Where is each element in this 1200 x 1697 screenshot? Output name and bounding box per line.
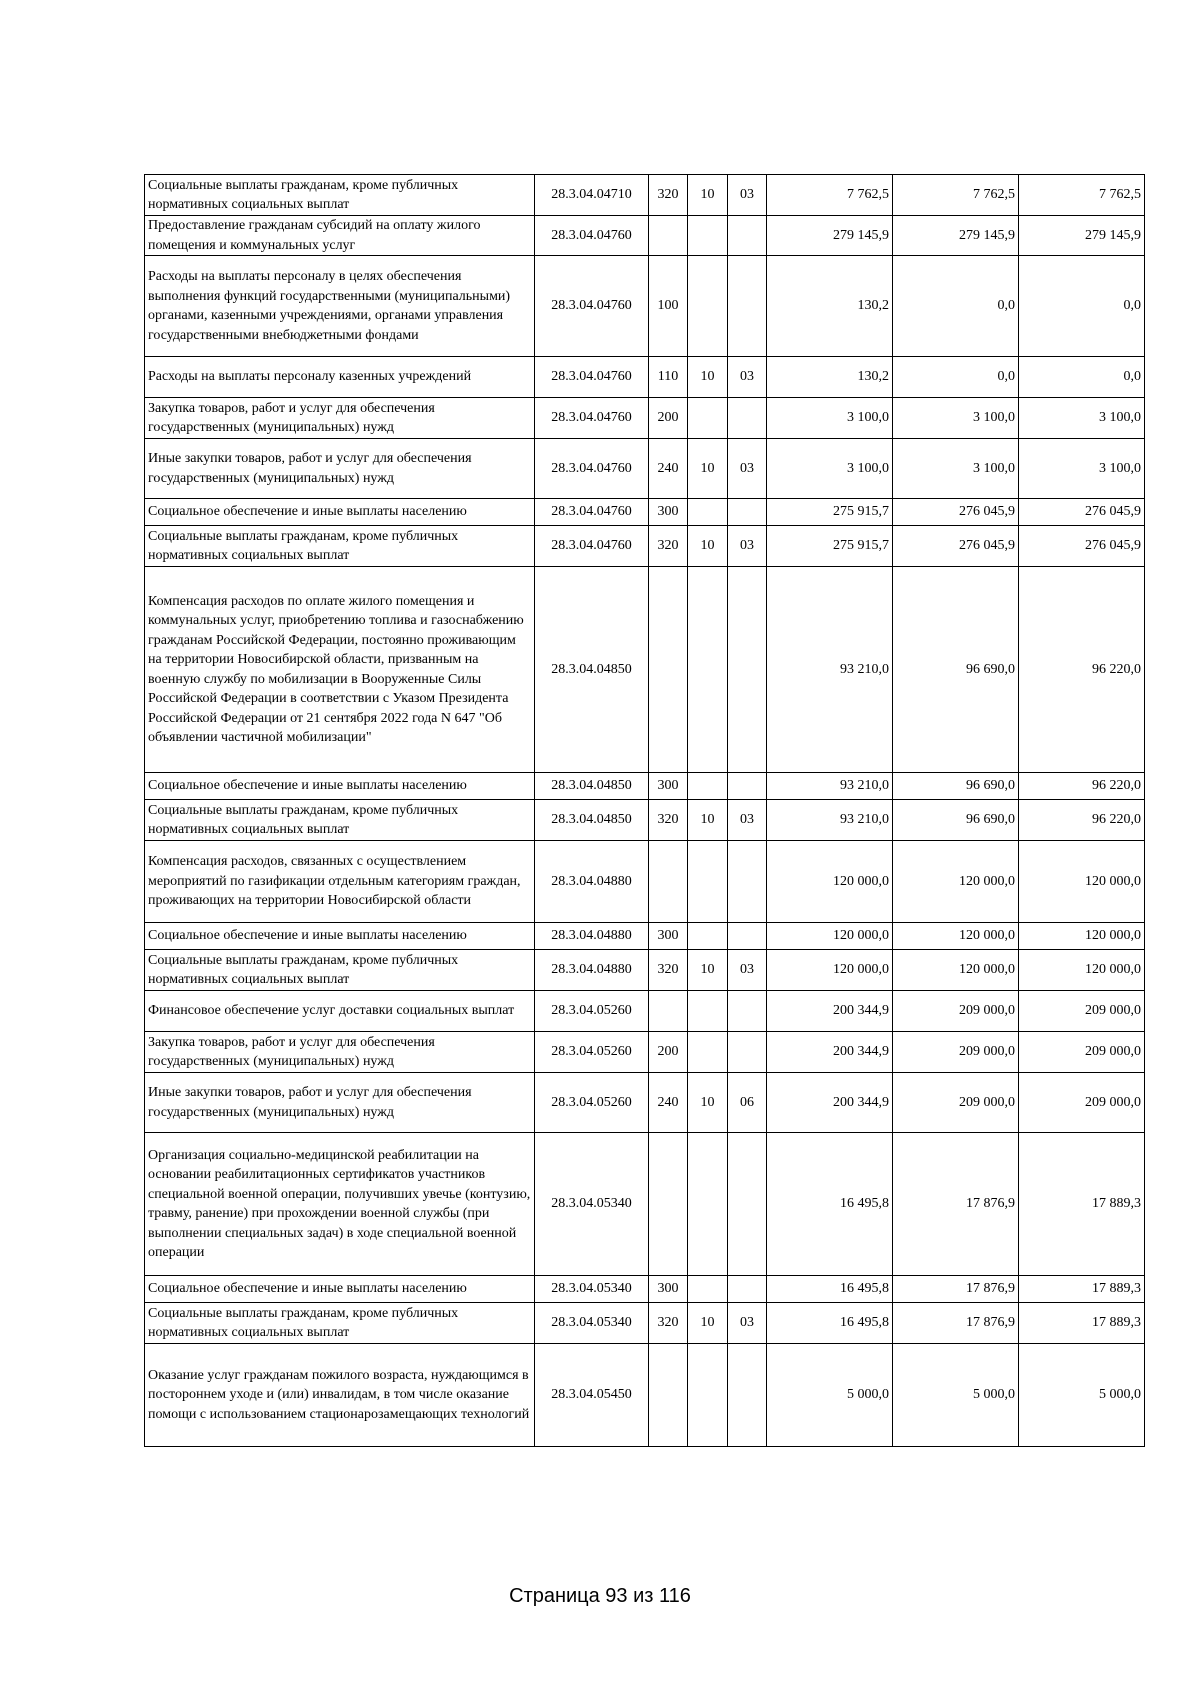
cell-name: Расходы на выплаты персоналу казенных учреждений	[145, 357, 535, 398]
cell-amount-2: 5 000,0	[893, 1344, 1019, 1447]
cell-name: Финансовое обеспечение услуг доставки социальных выплат	[145, 991, 535, 1032]
table-row	[145, 1344, 1145, 1447]
cell-name: Организация социально-медицинской реабилитации на основании реабилитационных сертификатов участников специальной военной операции, получивших увечье (контузию, травму, ранение) при прохождении военной службы (при выполнении специальных задач) в ходе специальной военной операции	[145, 1133, 535, 1276]
cell-subsection	[728, 1276, 767, 1303]
cell-code: 28.3.04.05340	[535, 1303, 649, 1344]
cell-subsection: 03	[728, 357, 767, 398]
cell-code: 28.3.04.04760	[535, 526, 649, 567]
cell-code: 28.3.04.04710	[535, 175, 649, 216]
table-row	[145, 841, 1145, 923]
cell-name: Социальные выплаты гражданам, кроме публичных нормативных социальных выплат	[145, 800, 535, 841]
cell-expense-type	[649, 1344, 688, 1447]
page-number: Страница 93 из 116	[509, 1585, 691, 1607]
cell-code: 28.3.04.04880	[535, 841, 649, 923]
cell-expense-type: 320	[649, 526, 688, 567]
cell-amount-1: 93 210,0	[767, 567, 893, 773]
table-row	[145, 499, 1145, 526]
cell-section: 10	[688, 800, 728, 841]
cell-section: 10	[688, 357, 728, 398]
cell-subsection	[728, 398, 767, 439]
cell-amount-3: 276 045,9	[1019, 526, 1145, 567]
table-row	[145, 773, 1145, 800]
cell-section	[688, 499, 728, 526]
cell-code: 28.3.04.04760	[535, 439, 649, 499]
cell-code: 28.3.04.04880	[535, 950, 649, 991]
cell-code: 28.3.04.04760	[535, 216, 649, 256]
table-row	[145, 1032, 1145, 1073]
cell-amount-2: 276 045,9	[893, 526, 1019, 567]
cell-amount-3: 17 889,3	[1019, 1303, 1145, 1344]
cell-amount-2: 279 145,9	[893, 216, 1019, 256]
cell-subsection: 03	[728, 526, 767, 567]
cell-name: Социальное обеспечение и иные выплаты населению	[145, 499, 535, 526]
cell-expense-type: 300	[649, 1276, 688, 1303]
cell-name: Расходы на выплаты персоналу в целях обеспечения выполнения функций государственными (муниципальными) органами, казенными учреждениями, органами управления государственными внебюджетными фондами	[145, 256, 535, 357]
cell-amount-3: 96 220,0	[1019, 800, 1145, 841]
cell-amount-1: 279 145,9	[767, 216, 893, 256]
cell-amount-1: 16 495,8	[767, 1276, 893, 1303]
cell-expense-type: 240	[649, 1073, 688, 1133]
cell-section	[688, 923, 728, 950]
cell-subsection	[728, 991, 767, 1032]
cell-amount-2: 0,0	[893, 357, 1019, 398]
cell-code: 28.3.04.05260	[535, 991, 649, 1032]
cell-amount-1: 275 915,7	[767, 526, 893, 567]
cell-code: 28.3.04.05340	[535, 1133, 649, 1276]
cell-amount-1: 130,2	[767, 357, 893, 398]
cell-section: 10	[688, 526, 728, 567]
cell-amount-2: 209 000,0	[893, 1032, 1019, 1073]
cell-amount-3: 0,0	[1019, 357, 1145, 398]
cell-amount-3: 5 000,0	[1019, 1344, 1145, 1447]
table-row	[145, 1073, 1145, 1133]
cell-expense-type: 320	[649, 950, 688, 991]
cell-name: Социальные выплаты гражданам, кроме публичных нормативных социальных выплат	[145, 950, 535, 991]
cell-expense-type: 320	[649, 1303, 688, 1344]
cell-amount-3: 96 220,0	[1019, 773, 1145, 800]
table-row	[145, 398, 1145, 439]
cell-amount-2: 17 876,9	[893, 1276, 1019, 1303]
cell-amount-1: 3 100,0	[767, 398, 893, 439]
table-row	[145, 439, 1145, 499]
cell-amount-1: 16 495,8	[767, 1133, 893, 1276]
cell-code: 28.3.04.05260	[535, 1032, 649, 1073]
cell-code: 28.3.04.04760	[535, 398, 649, 439]
cell-name: Социальное обеспечение и иные выплаты населению	[145, 1276, 535, 1303]
cell-amount-3: 120 000,0	[1019, 923, 1145, 950]
cell-amount-2: 96 690,0	[893, 773, 1019, 800]
cell-subsection: 06	[728, 1073, 767, 1133]
cell-amount-1: 130,2	[767, 256, 893, 357]
cell-amount-2: 17 876,9	[893, 1303, 1019, 1344]
cell-expense-type: 320	[649, 175, 688, 216]
cell-section	[688, 216, 728, 256]
cell-section	[688, 1276, 728, 1303]
cell-expense-type: 110	[649, 357, 688, 398]
cell-code: 28.3.04.04760	[535, 256, 649, 357]
budget-table	[144, 174, 1145, 1447]
cell-section	[688, 256, 728, 357]
cell-section: 10	[688, 175, 728, 216]
cell-amount-3: 17 889,3	[1019, 1133, 1145, 1276]
cell-amount-1: 93 210,0	[767, 773, 893, 800]
cell-amount-3: 276 045,9	[1019, 499, 1145, 526]
cell-subsection	[728, 1133, 767, 1276]
cell-subsection	[728, 841, 767, 923]
cell-amount-1: 120 000,0	[767, 841, 893, 923]
cell-amount-3: 17 889,3	[1019, 1276, 1145, 1303]
table-row	[145, 991, 1145, 1032]
cell-code: 28.3.04.05450	[535, 1344, 649, 1447]
cell-code: 28.3.04.04850	[535, 567, 649, 773]
table-row	[145, 1303, 1145, 1344]
cell-name: Закупка товаров, работ и услуг для обеспечения государственных (муниципальных) нужд	[145, 1032, 535, 1073]
cell-name: Социальное обеспечение и иные выплаты населению	[145, 773, 535, 800]
cell-amount-3: 209 000,0	[1019, 1032, 1145, 1073]
cell-subsection	[728, 773, 767, 800]
cell-name: Социальные выплаты гражданам, кроме публичных нормативных социальных выплат	[145, 526, 535, 567]
cell-name: Иные закупки товаров, работ и услуг для обеспечения государственных (муниципальных) нужд	[145, 439, 535, 499]
cell-subsection	[728, 1032, 767, 1073]
cell-expense-type: 200	[649, 1032, 688, 1073]
cell-subsection: 03	[728, 175, 767, 216]
cell-amount-3: 209 000,0	[1019, 991, 1145, 1032]
cell-section	[688, 991, 728, 1032]
cell-name: Предоставление гражданам субсидий на оплату жилого помещения и коммунальных услуг	[145, 216, 535, 256]
cell-amount-1: 7 762,5	[767, 175, 893, 216]
table-row	[145, 800, 1145, 841]
cell-section	[688, 567, 728, 773]
cell-subsection: 03	[728, 950, 767, 991]
cell-subsection: 03	[728, 439, 767, 499]
cell-expense-type	[649, 841, 688, 923]
cell-section	[688, 773, 728, 800]
cell-expense-type	[649, 991, 688, 1032]
cell-amount-1: 5 000,0	[767, 1344, 893, 1447]
cell-amount-3: 279 145,9	[1019, 216, 1145, 256]
cell-code: 28.3.04.04760	[535, 499, 649, 526]
cell-section	[688, 398, 728, 439]
cell-code: 28.3.04.04880	[535, 923, 649, 950]
cell-amount-3: 120 000,0	[1019, 841, 1145, 923]
cell-subsection	[728, 256, 767, 357]
cell-subsection	[728, 216, 767, 256]
table-row	[145, 526, 1145, 567]
cell-amount-3: 7 762,5	[1019, 175, 1145, 216]
cell-amount-1: 200 344,9	[767, 1032, 893, 1073]
cell-amount-2: 96 690,0	[893, 800, 1019, 841]
cell-expense-type: 240	[649, 439, 688, 499]
cell-subsection	[728, 923, 767, 950]
cell-amount-1: 120 000,0	[767, 923, 893, 950]
cell-amount-2: 7 762,5	[893, 175, 1019, 216]
table-row	[145, 175, 1145, 216]
table-row	[145, 1276, 1145, 1303]
cell-name: Социальное обеспечение и иные выплаты населению	[145, 923, 535, 950]
cell-code: 28.3.04.04850	[535, 773, 649, 800]
cell-expense-type	[649, 1133, 688, 1276]
table-row	[145, 567, 1145, 773]
cell-expense-type: 320	[649, 800, 688, 841]
cell-expense-type: 100	[649, 256, 688, 357]
cell-amount-3: 3 100,0	[1019, 398, 1145, 439]
cell-name: Закупка товаров, работ и услуг для обеспечения государственных (муниципальных) нужд	[145, 398, 535, 439]
cell-amount-1: 200 344,9	[767, 1073, 893, 1133]
cell-subsection	[728, 1344, 767, 1447]
cell-amount-2: 17 876,9	[893, 1133, 1019, 1276]
cell-amount-1: 93 210,0	[767, 800, 893, 841]
cell-subsection: 03	[728, 1303, 767, 1344]
cell-amount-2: 209 000,0	[893, 1073, 1019, 1133]
cell-name: Компенсация расходов, связанных с осуществлением мероприятий по газификации отдельным категориям граждан, проживающих на территории Новосибирской области	[145, 841, 535, 923]
table-row	[145, 950, 1145, 991]
cell-section: 10	[688, 1303, 728, 1344]
cell-amount-2: 120 000,0	[893, 923, 1019, 950]
cell-amount-3: 209 000,0	[1019, 1073, 1145, 1133]
cell-amount-1: 16 495,8	[767, 1303, 893, 1344]
cell-amount-3: 120 000,0	[1019, 950, 1145, 991]
cell-expense-type: 200	[649, 398, 688, 439]
cell-amount-1: 120 000,0	[767, 950, 893, 991]
cell-name: Компенсация расходов по оплате жилого помещения и коммунальных услуг, приобретению топлива и газоснабжению гражданам Российской Федерации, постоянно проживающим на территории Новосибирской области, призванным на военную службу по мобилизации в Вооруженные Силы Российской Федерации в соответствии с Указом Президента Российской Федерации от 21 сентября 2022 года N 647 "Об объявлении частичной мобилизации"	[145, 567, 535, 773]
table-row	[145, 357, 1145, 398]
cell-amount-2: 209 000,0	[893, 991, 1019, 1032]
cell-section	[688, 1032, 728, 1073]
cell-section: 10	[688, 1073, 728, 1133]
cell-section: 10	[688, 439, 728, 499]
cell-amount-2: 120 000,0	[893, 841, 1019, 923]
cell-expense-type	[649, 216, 688, 256]
cell-amount-3: 0,0	[1019, 256, 1145, 357]
table-body	[145, 175, 1145, 1447]
table-row	[145, 923, 1145, 950]
cell-expense-type: 300	[649, 499, 688, 526]
cell-amount-1: 275 915,7	[767, 499, 893, 526]
cell-section	[688, 841, 728, 923]
cell-amount-2: 3 100,0	[893, 398, 1019, 439]
cell-name: Социальные выплаты гражданам, кроме публичных нормативных социальных выплат	[145, 175, 535, 216]
cell-subsection	[728, 499, 767, 526]
cell-code: 28.3.04.05340	[535, 1276, 649, 1303]
cell-expense-type: 300	[649, 923, 688, 950]
cell-amount-2: 0,0	[893, 256, 1019, 357]
cell-name: Социальные выплаты гражданам, кроме публичных нормативных социальных выплат	[145, 1303, 535, 1344]
cell-expense-type: 300	[649, 773, 688, 800]
cell-code: 28.3.04.05260	[535, 1073, 649, 1133]
cell-section: 10	[688, 950, 728, 991]
cell-expense-type	[649, 567, 688, 773]
cell-amount-3: 3 100,0	[1019, 439, 1145, 499]
cell-amount-2: 120 000,0	[893, 950, 1019, 991]
cell-code: 28.3.04.04850	[535, 800, 649, 841]
table-row	[145, 216, 1145, 256]
cell-code: 28.3.04.04760	[535, 357, 649, 398]
cell-amount-2: 3 100,0	[893, 439, 1019, 499]
cell-amount-1: 3 100,0	[767, 439, 893, 499]
cell-amount-1: 200 344,9	[767, 991, 893, 1032]
cell-name: Иные закупки товаров, работ и услуг для обеспечения государственных (муниципальных) нужд	[145, 1073, 535, 1133]
table-row	[145, 1133, 1145, 1276]
cell-amount-3: 96 220,0	[1019, 567, 1145, 773]
cell-section	[688, 1133, 728, 1276]
cell-subsection	[728, 567, 767, 773]
cell-name: Оказание услуг гражданам пожилого возраста, нуждающимся в постороннем уходе и (или) инвалидам, в том числе оказание помощи с использованием стационарозамещающих технологий	[145, 1344, 535, 1447]
cell-section	[688, 1344, 728, 1447]
cell-subsection: 03	[728, 800, 767, 841]
cell-amount-2: 276 045,9	[893, 499, 1019, 526]
table-row	[145, 256, 1145, 357]
cell-amount-2: 96 690,0	[893, 567, 1019, 773]
